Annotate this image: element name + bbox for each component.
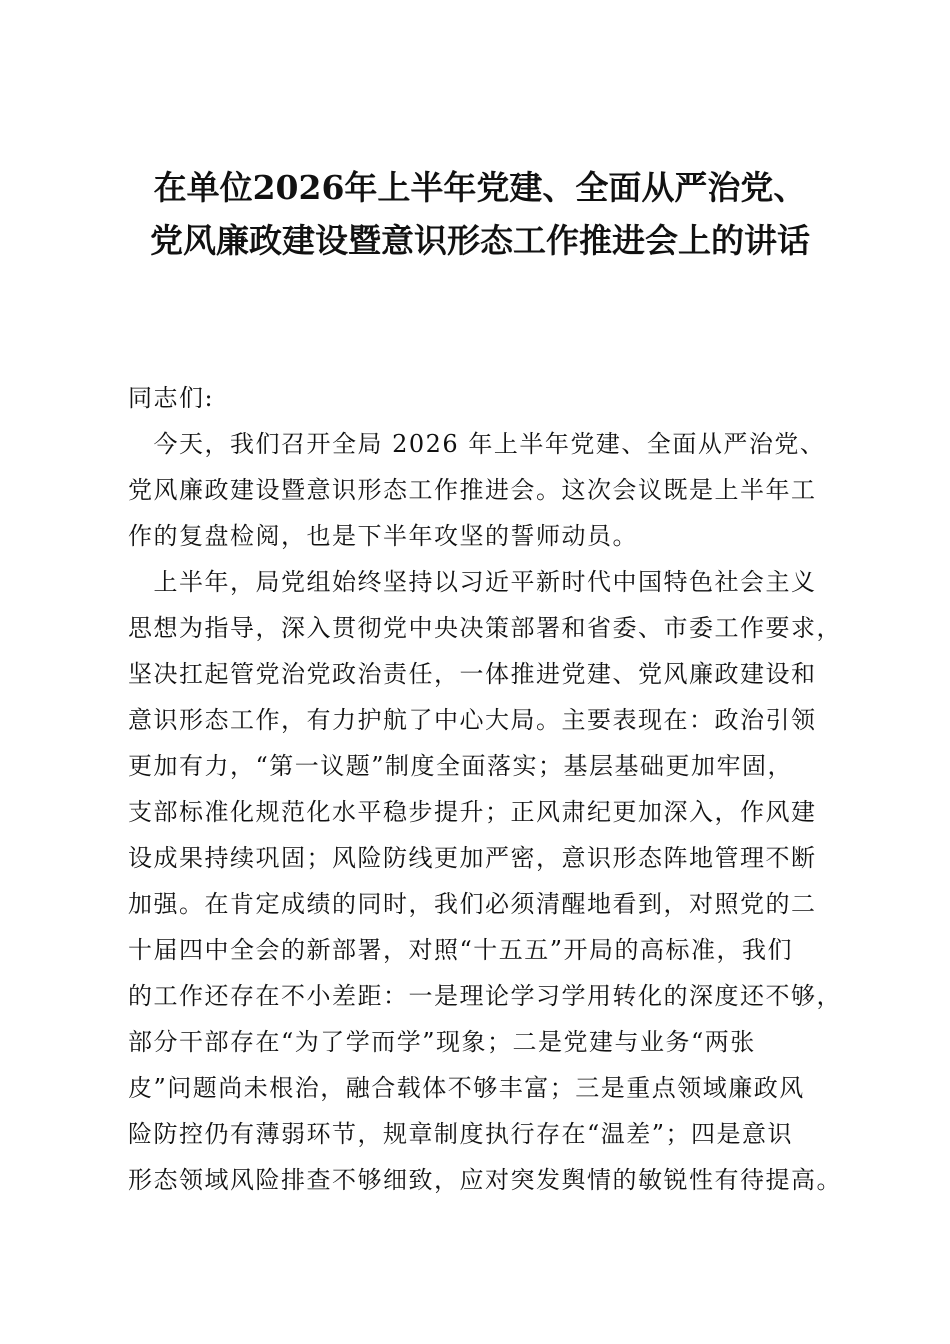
paragraph-line: 坚决扛起管党治党政治责任，一体推进党建、党风廉政建设和	[128, 660, 817, 688]
paragraph-line: 上半年，局党组始终坚持以习近平新时代中国特色社会主义	[128, 568, 817, 596]
salutation: 同志们:	[128, 384, 215, 412]
paragraph-line: 险防控仍有薄弱环节，规章制度执行存在“温差”；四是意识	[128, 1120, 794, 1148]
paragraph-line: 更加有力，“第一议题”制度全面落实；基层基础更加牢固，	[128, 752, 794, 780]
paragraph-line: 的工作还存在不小差距：一是理论学习学用转化的深度还不够，	[128, 982, 842, 1010]
paragraph-line: 党风廉政建设暨意识形态工作推进会。这次会议既是上半年工	[128, 476, 817, 504]
paragraph-line: 十届四中全会的新部署，对照“十五五”开局的高标准，我们	[128, 936, 794, 964]
paragraph-line: 皮”问题尚未根治，融合载体不够丰富；三是重点领域廉政风	[128, 1074, 805, 1102]
document-title-line-2: 党风廉政建设暨意识形态工作推进会上的讲话	[150, 221, 810, 260]
paragraph-line: 部分干部存在“为了学而学”现象；二是党建与业务“两张	[128, 1028, 756, 1056]
paragraph-line: 今天，我们召开全局 2026 年上半年党建、全面从严治党、	[128, 430, 826, 458]
paragraph-2	[128, 559, 848, 1203]
paragraph-line: 意识形态工作，有力护航了中心大局。主要表现在：政治引领	[128, 706, 817, 734]
document-title-line-1: 在单位2026年上半年党建、全面从严治党、	[153, 168, 807, 207]
paragraph-line: 支部标准化规范化水平稳步提升；正风肃纪更加深入，作风建	[128, 798, 817, 826]
paragraph-line: 作的复盘检阅，也是下半年攻坚的誓师动员。	[128, 522, 638, 550]
paragraph-line: 加强。在肯定成绩的同时，我们必须清醒地看到，对照党的二	[128, 890, 817, 918]
paragraph-line: 思想为指导，深入贯彻党中央决策部署和省委、市委工作要求，	[128, 614, 842, 642]
paragraph-line: 形态领域风险排查不够细致，应对突发舆情的敏锐性有待提高。	[128, 1166, 842, 1194]
paragraph-line: 设成果持续巩固；风险防线更加严密，意识形态阵地管理不断	[128, 844, 817, 872]
paragraph-1	[128, 421, 848, 559]
